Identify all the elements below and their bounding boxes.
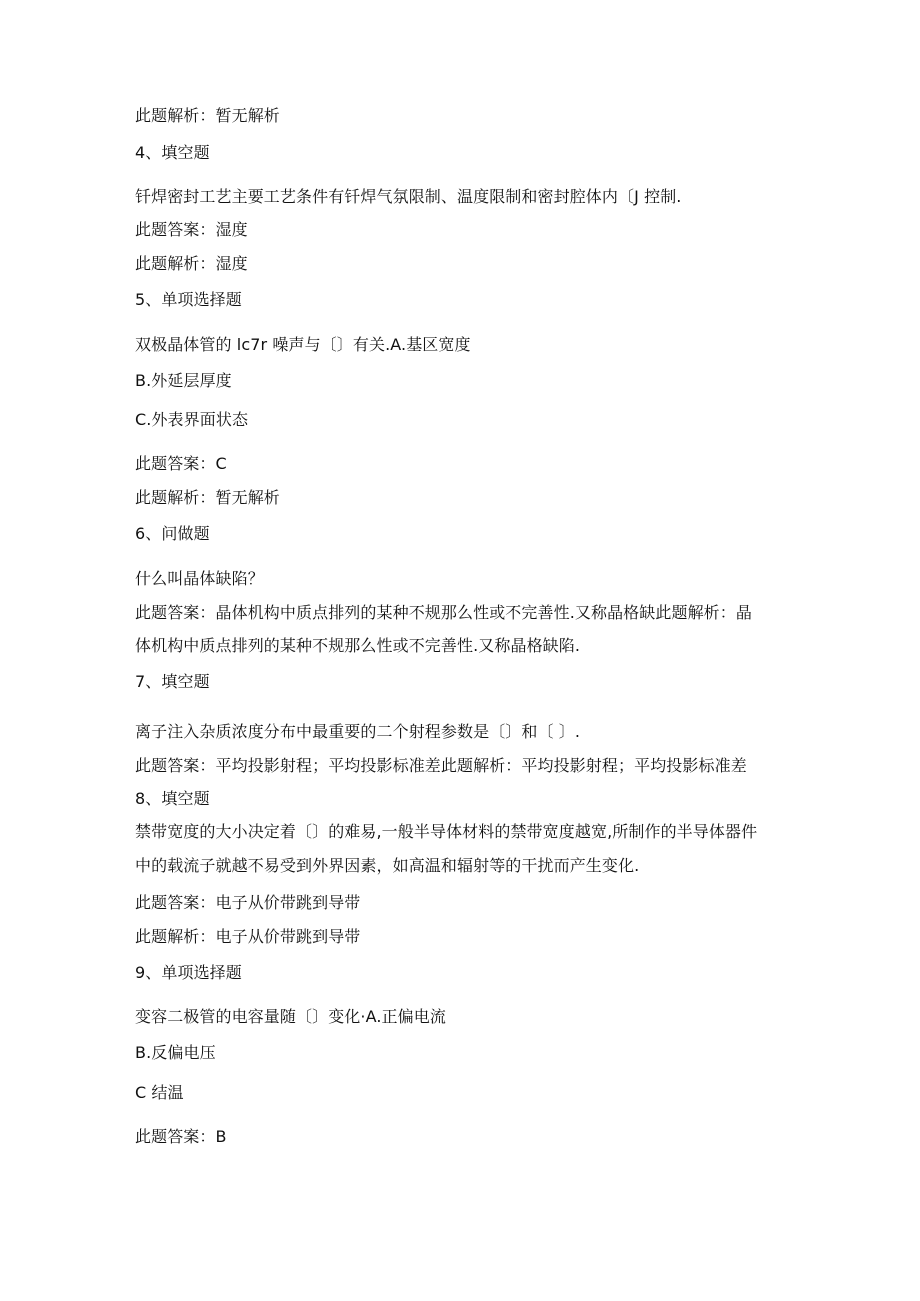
question-text-continued: 中的载流子就越不易受到外界因素，如高温和辐射等的干扰而产生变化. xyxy=(135,856,640,875)
answer-line: 此题答案：C xyxy=(135,454,227,473)
option-line: B.外延层厚度 xyxy=(135,371,232,390)
answer-line: 此题答案：湿度 xyxy=(135,220,248,239)
option-line: C.外表界面状态 xyxy=(135,410,249,429)
question-heading: 7、填空题 xyxy=(135,672,210,691)
question-text: 什么叫晶体缺陷？ xyxy=(135,569,264,588)
answer-line: 此题答案：晶体机构中质点排列的某种不规那么性或不完善性.又称晶格缺此题解析：晶 xyxy=(135,603,752,622)
question-heading: 9、单项选择题 xyxy=(135,963,242,982)
option-line: B.反偏电压 xyxy=(135,1043,216,1062)
question-heading: 8、填空题 xyxy=(135,789,210,808)
answer-line: 此题答案：平均投影射程；平均投影标准差此题解析：平均投影射程；平均投影标准差 xyxy=(135,756,747,775)
answer-line: 此题答案：电子从价带跳到导带 xyxy=(135,893,361,912)
answer-line-continued: 体机构中质点排列的某种不规那么性或不完善性.又称晶格缺陷. xyxy=(135,636,581,655)
question-text: 禁带宽度的大小决定着〔〕的难易,一般半导体材料的禁带宽度越宽,所制作的半导体器件 xyxy=(135,822,758,841)
question-text: 钎焊密封工艺主要工艺条件有钎焊气氛限制、温度限制和密封腔体内〔J 控制. xyxy=(135,187,682,206)
question-text: 变容二极管的电容量随〔〕变化·A.正偏电流 xyxy=(135,1007,446,1026)
analysis-line: 此题解析：暂无解析 xyxy=(135,488,280,507)
question-text: 离子注入杂质浓度分布中最重要的二个射程参数是〔〕和〔 〕. xyxy=(135,722,581,741)
analysis-line: 此题解析：暂无解析 xyxy=(135,106,280,125)
analysis-line: 此题解析：湿度 xyxy=(135,254,248,273)
question-heading: 6、问做题 xyxy=(135,524,210,543)
question-heading: 4、填空题 xyxy=(135,143,210,162)
option-line: C 结温 xyxy=(135,1083,184,1102)
answer-line: 此题答案：B xyxy=(135,1127,227,1146)
question-heading: 5、单项选择题 xyxy=(135,290,242,309)
question-text: 双极晶体管的 lc7r 噪声与〔〕有关.A.基区宽度 xyxy=(135,335,471,354)
analysis-line: 此题解析：电子从价带跳到导带 xyxy=(135,927,361,946)
